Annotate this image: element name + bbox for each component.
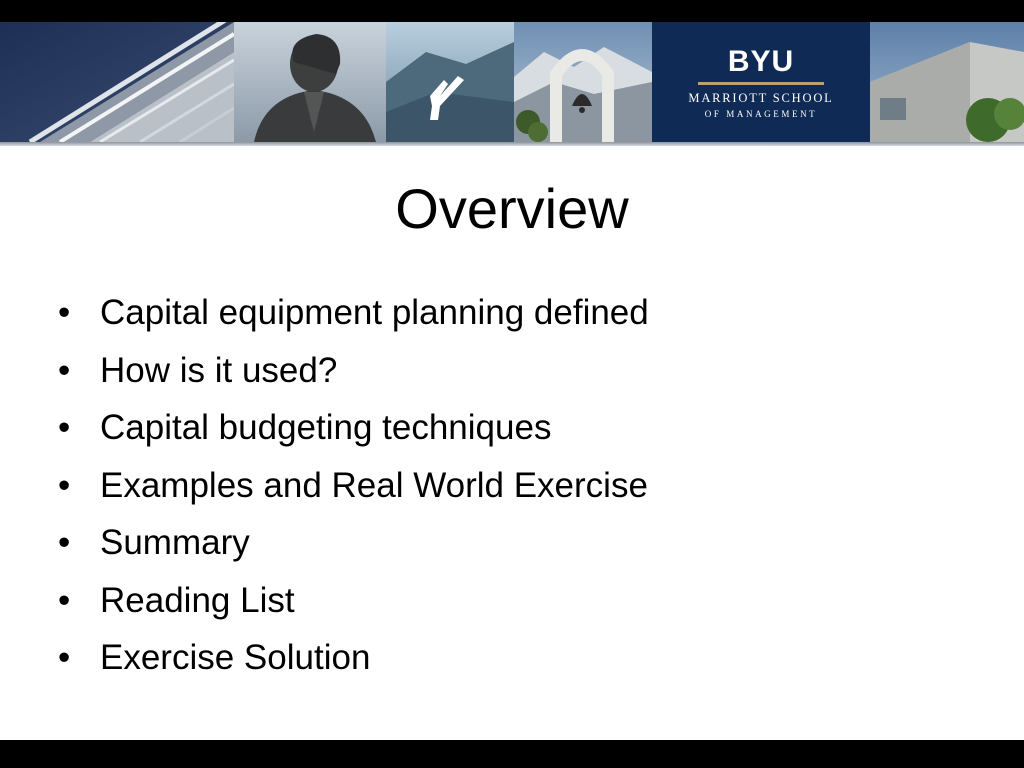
list-item-text: Capital budgeting techniques xyxy=(100,408,552,447)
list-item-text: How is it used? xyxy=(100,350,338,390)
logo-wordmark: BYU xyxy=(727,45,795,78)
logo-divider xyxy=(698,82,824,85)
statue-photo xyxy=(234,22,386,142)
bullet-icon: • xyxy=(58,580,71,620)
bullet-icon: • xyxy=(58,408,71,447)
list-item xyxy=(58,290,649,348)
logo-school-name: MARRIOTT SCHOOL xyxy=(688,91,834,105)
banner-divider xyxy=(0,142,1024,146)
bullet-icon: • xyxy=(58,523,71,562)
bell-tower-photo xyxy=(514,22,652,142)
logo-school-subtitle: OF MANAGEMENT xyxy=(704,109,818,119)
bullet-list xyxy=(58,290,649,693)
top-frame-bar xyxy=(0,0,1024,22)
campus-building-photo xyxy=(870,22,1024,142)
list-item xyxy=(58,463,649,521)
list-item xyxy=(58,635,649,693)
list-item xyxy=(58,348,649,406)
bottom-frame-bar xyxy=(0,740,1024,768)
list-item-text: Examples and Real World Exercise xyxy=(100,465,648,505)
bullet-icon: • xyxy=(58,465,71,505)
bullet-icon: • xyxy=(58,350,71,390)
header-banner xyxy=(0,22,1024,142)
slide-title: Overview xyxy=(395,177,629,240)
list-item xyxy=(58,405,649,463)
list-item xyxy=(58,578,649,636)
glass-building-photo xyxy=(0,22,234,142)
list-item xyxy=(58,520,649,578)
list-item-text: Summary xyxy=(100,523,250,562)
list-item-text: Exercise Solution xyxy=(100,638,371,677)
bullet-icon: • xyxy=(58,293,71,332)
list-item-text: Reading List xyxy=(100,580,295,620)
byu-marriott-logo xyxy=(652,22,870,142)
mountain-y-photo xyxy=(386,22,514,142)
bullet-icon: • xyxy=(58,638,71,677)
list-item-text: Capital equipment planning defined xyxy=(100,293,649,332)
